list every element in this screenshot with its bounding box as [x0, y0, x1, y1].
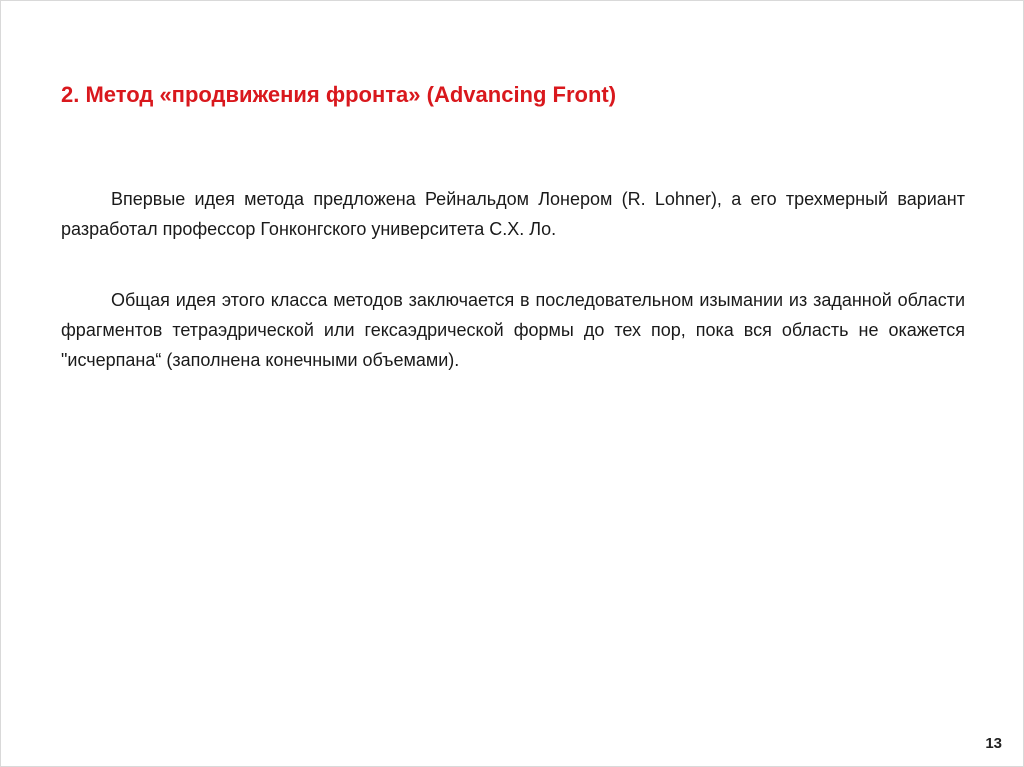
page-number: 13 — [985, 735, 1002, 752]
slide-title: 2. Метод «продвижения фронта» (Advancing Front) — [61, 82, 617, 107]
slide-content — [61, 184, 965, 375]
paragraph-general-idea: Общая идея этого класса методов заключается в последовательном изымании из заданной области фрагментов тетраэдрической или гексаэдрической формы до тех пор, пока вся область не окажется "исчерпана“ (заполнена конечными объемами). — [61, 290, 965, 370]
paragraph-history: Впервые идея метода предложена Рейнальдом Лонером (R. Lohner), а его трехмерный вариант разработал профессор Гонконгского университета С.Х. Ло. — [61, 189, 965, 239]
